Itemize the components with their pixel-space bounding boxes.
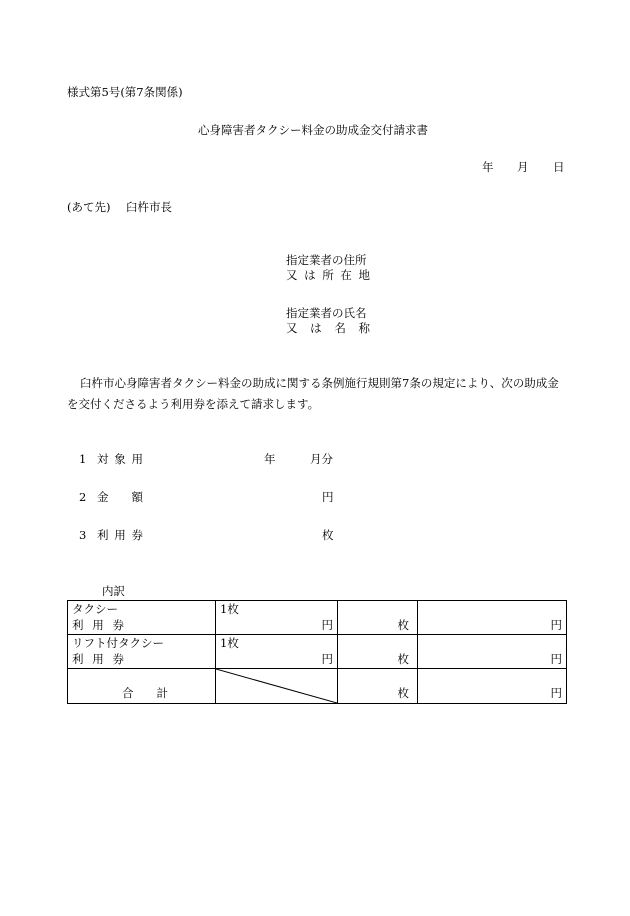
addressee-name: 臼杵市長: [126, 200, 172, 214]
item-3-number: 3: [79, 528, 87, 542]
item-3-label: 利用券: [97, 528, 143, 542]
total-yen: 円: [550, 686, 562, 700]
row-lift-taxi-label2: 利用券: [72, 652, 124, 666]
row-taxi-label: [68, 601, 216, 635]
date-day-label: 日: [553, 160, 565, 174]
table-row: [68, 601, 567, 635]
total-label-cell: [68, 669, 216, 704]
row-taxi-count: 1枚: [220, 602, 239, 616]
row-taxi-label2: 利用券: [72, 618, 124, 632]
row-taxi-yen: 円: [321, 618, 333, 632]
breakdown-heading: 内訳: [102, 584, 125, 598]
document-title: 心身障害者タクシー料金の助成金交付請求書: [198, 123, 428, 137]
row-lift-taxi-total-cell: [418, 635, 567, 669]
diagonal-line: [216, 669, 337, 703]
table-row: [68, 669, 567, 704]
item-1-month: 月分: [310, 452, 333, 466]
row-taxi-count-cell: [216, 601, 338, 635]
row-taxi-total-cell: [418, 601, 567, 635]
item-2-label: 金額: [97, 490, 143, 504]
date-month-label: 月: [517, 160, 529, 174]
row-taxi-label1: タクシー: [72, 602, 118, 616]
item-1-label: 対象用: [97, 452, 143, 466]
applicant-address-sublabel: 又は所在地: [286, 268, 370, 282]
body-text-line1: 臼杵市心身障害者タクシー料金の助成に関する条例施行規則第7条の規定により、次の助成金: [80, 376, 559, 390]
item-1-year: 年: [264, 452, 276, 466]
breakdown-table: [67, 600, 567, 704]
row-taxi-mai-cell: [338, 601, 418, 635]
row-lift-taxi-count: 1枚: [220, 636, 239, 650]
addressee-label: (あて先): [67, 200, 111, 214]
applicant-address-label: 指定業者の住所: [286, 253, 367, 267]
item-2-number: 2: [79, 490, 87, 504]
row-taxi-mai: 枚: [397, 618, 409, 632]
total-yen-cell: [418, 669, 567, 704]
row-lift-taxi-label1: リフト付タクシー: [72, 636, 164, 650]
row-lift-taxi-mai-cell: [338, 635, 418, 669]
applicant-name-label: 指定業者の氏名: [286, 306, 367, 320]
total-mai-cell: [338, 669, 418, 704]
table-row: [68, 635, 567, 669]
row-lift-taxi-count-cell: [216, 635, 338, 669]
applicant-name-sublabel: 又は名称: [286, 321, 370, 335]
row-lift-taxi-mai: 枚: [397, 652, 409, 666]
item-2-unit: 円: [322, 490, 334, 504]
row-taxi-yen2: 円: [550, 618, 562, 632]
item-1-number: 1: [79, 452, 87, 466]
item-3-unit: 枚: [322, 528, 334, 542]
total-label: 合計: [122, 686, 168, 700]
total-diagonal-cell: [216, 669, 338, 704]
date-year-label: 年: [482, 160, 494, 174]
row-lift-taxi-yen2: 円: [550, 652, 562, 666]
row-lift-taxi-yen: 円: [321, 652, 333, 666]
body-text-line2: を交付くださるよう利用券を添えて請求します。: [67, 397, 320, 411]
total-mai: 枚: [397, 686, 409, 700]
row-lift-taxi-label: [68, 635, 216, 669]
form-number: 様式第5号(第7条関係): [67, 85, 183, 99]
